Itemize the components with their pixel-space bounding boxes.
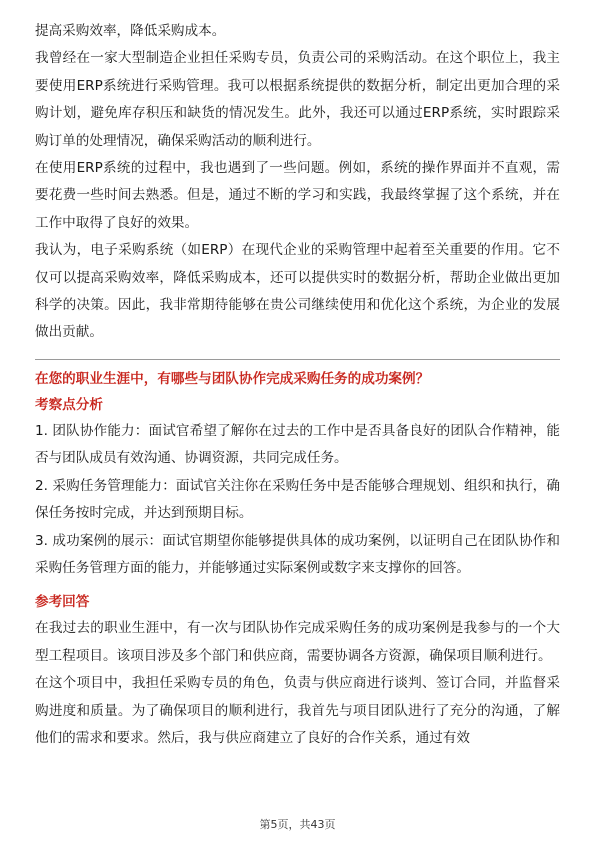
section-divider bbox=[35, 359, 560, 360]
page-body bbox=[35, 18, 560, 752]
analysis-item: 3. 成功案例的展示：面试官期望你能够提供具体的成功案例，以证明自己在团队协作和采购任务管理方面的能力，并能够通过实际案例或数字来支撑你的回答。 bbox=[35, 532, 560, 576]
answer-paragraph: 在这个项目中，我担任采购专员的角色，负责与供应商进行谈判、签订合同，并监督采购进度和质量。为了确保项目的顺利进行，我首先与项目团队进行了充分的沟通，了解他们的需求和要求。然后，我与供应商建立了良好的合作关系，通过有效 bbox=[35, 675, 560, 746]
question-heading: 在您的职业生涯中，有哪些与团队协作完成采购任务的成功案例？ bbox=[35, 370, 430, 387]
analysis-heading: 考察点分析 bbox=[35, 396, 103, 413]
experience-paragraph: 我认为，电子采购系统（如ERP）在现代企业的采购管理中起着至关重要的作用。它不仅可以提高采购效率，降低采购成本，还可以提供实时的数据分析，帮助企业做出更加科学的决策。因此，我非常期待能够在贵公司继续使用和优化这个系统，为企业的发展做出贡献。 bbox=[35, 242, 560, 341]
analysis-item: 2. 采购任务管理能力：面试官关注你在采购任务中是否能够合理规划、组织和执行，确保任务按时完成，并达到预期目标。 bbox=[35, 477, 560, 522]
experience-paragraph: 我曾经在一家大型制造企业担任采购专员，负责公司的采购活动。在这个职位上，我主要使用ERP系统进行采购管理。我可以根据系统提供的数据分析，制定出更加合理的采购计划，避免库存积压和缺货的情况发生。此外，我还可以通过ERP系统，实时跟踪采购订单的处理情况，确保采购活动的顺利进行。 bbox=[35, 50, 560, 149]
experience-paragraph: 在使用ERP系统的过程中，我也遇到了一些问题。例如，系统的操作界面并不直观，需要花费一些时间去熟悉。但是，通过不断的学习和实践，我最终掌握了这个系统，并在工作中取得了良好的效果。 bbox=[35, 160, 560, 231]
spacer bbox=[35, 582, 560, 590]
intro-tail-text: 提高采购效率，降低采购成本。 bbox=[35, 23, 226, 39]
analysis-item: 1. 团队协作能力：面试官希望了解你在过去的工作中是否具备良好的团队合作精神，能否与团队成员有效沟通、协调资源，共同完成任务。 bbox=[35, 422, 560, 467]
answer-heading: 参考回答 bbox=[35, 594, 90, 611]
page-number: 第5页，共43页 bbox=[259, 818, 336, 831]
answer-paragraph: 在我过去的职业生涯中，有一次与团队协作完成采购任务的成功案例是我参与的一个大型工程项目。该项目涉及多个部门和供应商，需要协调各方资源，确保项目顺利进行。 bbox=[35, 620, 560, 664]
